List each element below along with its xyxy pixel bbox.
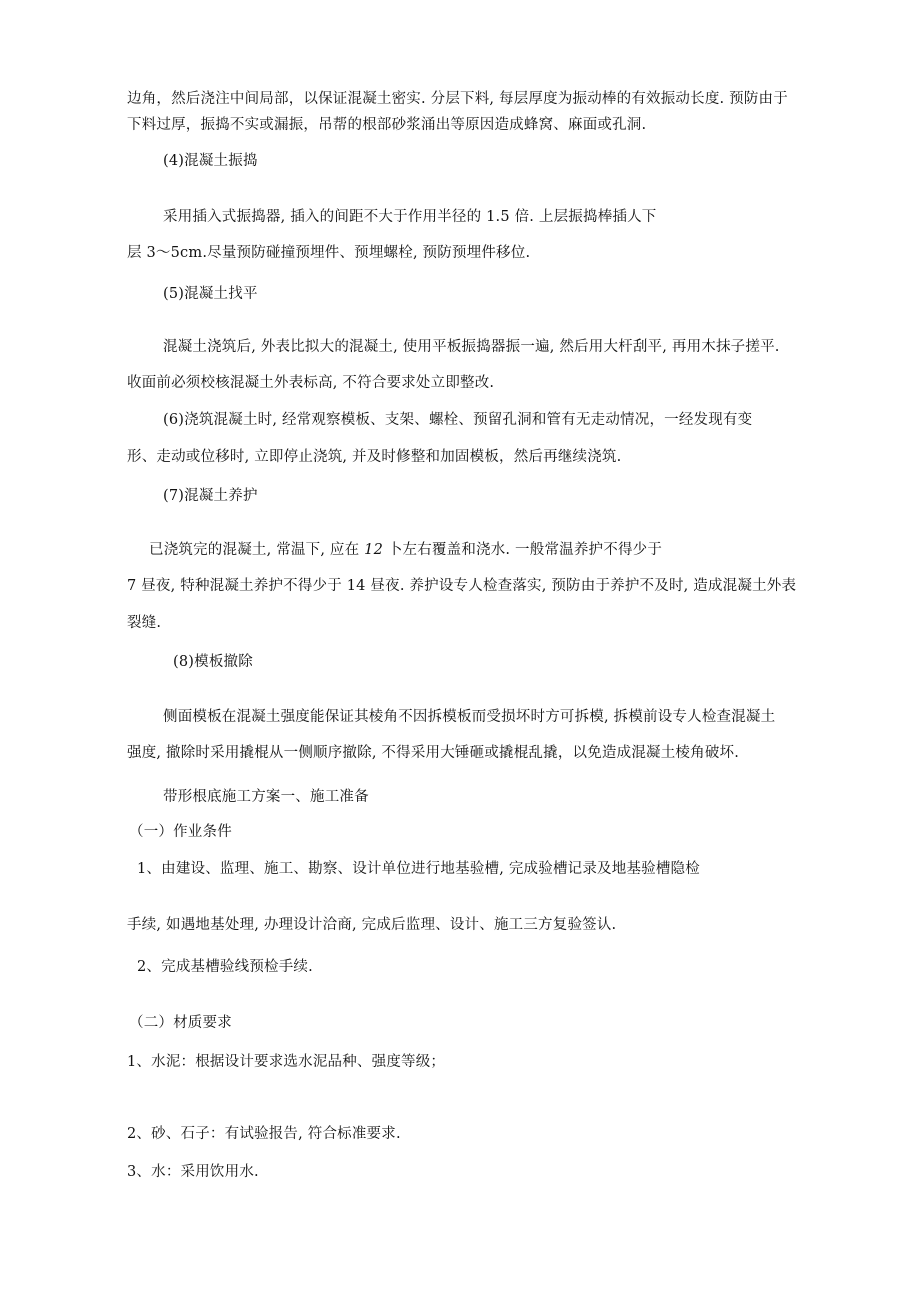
paragraph-text: 已浇筑完的混凝土, 常温下, 应在 bbox=[149, 542, 365, 558]
list-item: 1、水泥：根据设计要求选水泥品种、强度等级； bbox=[127, 1054, 446, 1070]
paragraph-line: 层 3～5cm.尽量预防碰撞预埋件、预埋螺栓, 预防预埋件移位. bbox=[127, 245, 531, 261]
hours-number: 12 bbox=[364, 542, 384, 558]
list-item-continuation: 手续, 如遇地基处理, 办理设计洽商, 完成后监理、设计、施工三方复验签认. bbox=[127, 917, 617, 933]
list-item: 1、由建设、监理、施工、勘察、设计单位进行地基验槽, 完成验槽记录及地基验槽隐检 bbox=[137, 861, 700, 877]
paragraph-text: 卜左右覆盖和浇水. 一般常温养护不得少于 bbox=[383, 542, 663, 558]
paragraph-line: (6)浇筑混凝土时, 经常观察模板、支架、螺栓、预留孔洞和管有无走动情况，一经发现有变 bbox=[163, 412, 753, 428]
paragraph-line: 混凝土浇筑后, 外表比拟大的混凝土, 使用平板振捣器振一遍, 然后用大杆刮平, 再用木抹子搓平. bbox=[163, 339, 780, 355]
subsection-heading: （一）作业条件 bbox=[129, 824, 232, 840]
paragraph-line: 采用插入式振捣器, 插入的间距不大于作用半径的 1.5 倍. 上层振捣棒插人下 bbox=[163, 209, 657, 225]
section-heading: (7)混凝土养护 bbox=[163, 488, 258, 504]
section-heading: (5)混凝土找平 bbox=[163, 286, 258, 302]
paragraph-line: 边角，然后浇注中间局部，以保证混凝土密实. 分层下料, 每层厚度为振动棒的有效振动长度. 预防由于 bbox=[127, 91, 788, 107]
paragraph-line: 下料过厚，振捣不实或漏振，吊帮的根部砂浆涌出等原因造成蜂窝、麻面或孔洞. bbox=[127, 117, 647, 133]
paragraph-line: 7 昼夜, 特种混凝土养护不得少于 14 昼夜. 养护设专人检查落实, 预防由于养护不及时, 造成混凝土外表 bbox=[127, 578, 797, 594]
section-heading: (8)模板撤除 bbox=[173, 654, 253, 670]
section-title: 带形根底施工方案一、施工准备 bbox=[163, 789, 369, 805]
paragraph-line: 强度, 撤除时采用撬棍从一侧顺序撤除, 不得采用大锤砸或撬棍乱撬，以免造成混凝土棱角破坏. bbox=[127, 745, 740, 761]
paragraph-line bbox=[149, 540, 662, 560]
list-item: 3、水：采用饮用水. bbox=[127, 1164, 259, 1180]
paragraph-line: 收面前必须校核混凝土外表标高, 不符合要求处立即整改. bbox=[127, 375, 495, 391]
list-item: 2、完成基槽验线预检手续. bbox=[137, 959, 313, 975]
section-heading: (4)混凝土振捣 bbox=[163, 153, 258, 169]
subsection-heading: （二）材质要求 bbox=[129, 1015, 232, 1031]
paragraph-line: 形、走动或位移时, 立即停止浇筑, 并及时修整和加固模板，然后再继续浇筑. bbox=[127, 449, 622, 465]
paragraph-line: 裂缝. bbox=[127, 615, 162, 631]
paragraph-line: 侧面模板在混凝土强度能保证其棱角不因拆模板而受损坏时方可拆模, 拆模前设专人检查混凝土 bbox=[163, 709, 776, 725]
list-item: 2、砂、石子：有试验报告, 符合标准要求. bbox=[127, 1126, 401, 1142]
